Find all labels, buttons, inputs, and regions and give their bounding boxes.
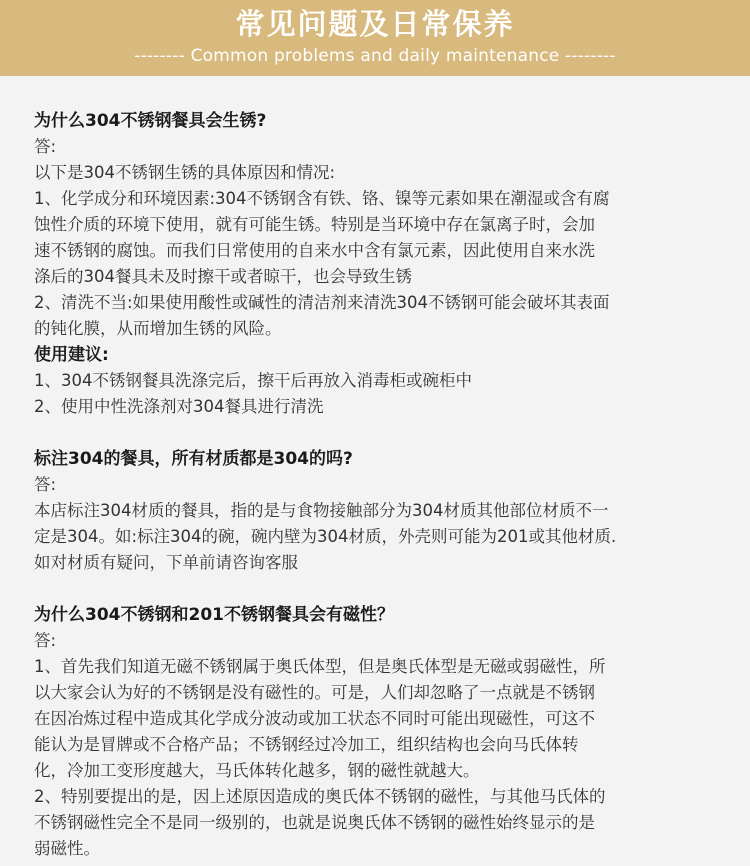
answer-label: 答: [34,631,57,650]
page-subtitle: -------- Common problems and daily maintenance -------- [134,46,616,66]
advice-line: 1、304不锈钢餐具洗涤完后，擦干后再放入消毒柜或碗柜中 [34,371,472,390]
answer-line: 以下是304不锈钢生锈的具体原因和情况: [34,163,336,182]
answer-line: 1、首先我们知道无磁不锈钢属于奥氏体型，但是奥氏体型是无磁或弱磁性，所 [34,657,606,676]
answer-line: 1、化学成分和环境因素:304不锈钢含有铁、铬、镍等元素如果在潮湿或含有腐 [34,189,610,208]
faq-section-rust [34,76,720,420]
answer-line: 能认为是冒牌或不合格产品；不锈钢经过冷加工，组织结构也会向马氏体转 [34,735,579,754]
faq-question: 为什么304不锈钢和201不锈钢餐具会有磁性？ [34,605,394,625]
answer-line: 2、清洗不当:如果使用酸性或碱性的清洁剂来清洗304不锈钢可能会破坏其表面 [34,293,610,312]
answer-line: 本店标注304材质的餐具，指的是与食物接触部分为304材质其他部位材质不一 [34,501,609,520]
advice-heading: 使用建议: [34,345,109,365]
faq-content [0,76,750,862]
page-header [0,0,750,76]
answer-line: 弱磁性。 [34,839,100,858]
answer-line: 定是304。如:标注304的碗，碗内壁为304材质，外壳则可能为201或其他材质. [34,527,617,546]
faq-question: 标注304的餐具，所有材质都是304的吗? [34,449,353,469]
answer-line: 蚀性介质的环境下使用，就有可能生锈。特别是当环境中存在氯离子时，会加 [34,215,595,234]
faq-section-magnetism [34,576,720,862]
answer-line: 的钝化膜，从而增加生锈的风险。 [34,319,282,338]
faq-section-material [34,420,720,576]
answer-line: 2、特别要提出的是，因上述原因造成的奥氏体不锈钢的磁性，与其他马氏体的 [34,787,606,806]
answer-line: 在因冶炼过程中造成其化学成分波动或加工状态不同时可能出现磁性，可这不 [34,709,595,728]
answer-line: 如对材质有疑问，下单前请咨询客服 [34,553,298,572]
faq-question: 为什么304不锈钢餐具会生锈? [34,111,267,131]
answer-line: 涤后的304餐具未及时擦干或者晾干，也会导致生锈 [34,267,412,286]
answer-label: 答: [34,137,57,156]
page-title: 常见问题及日常保养 [235,7,515,41]
advice-line: 2、使用中性洗涤剂对304餐具进行清洗 [34,397,324,416]
answer-line: 化，冷加工变形度越大，马氏体转化越多，钢的磁性就越大。 [34,761,480,780]
answer-line: 不锈钢磁性完全不是同一级别的，也就是说奥氏体不锈钢的磁性始终显示的是 [34,813,595,832]
answer-line: 以大家会认为好的不锈钢是没有磁性的。可是，人们却忽略了一点就是不锈钢 [34,683,595,702]
answer-line: 速不锈钢的腐蚀。而我们日常使用的自来水中含有氯元素，因此使用自来水洗 [34,241,595,260]
answer-label: 答: [34,475,57,494]
